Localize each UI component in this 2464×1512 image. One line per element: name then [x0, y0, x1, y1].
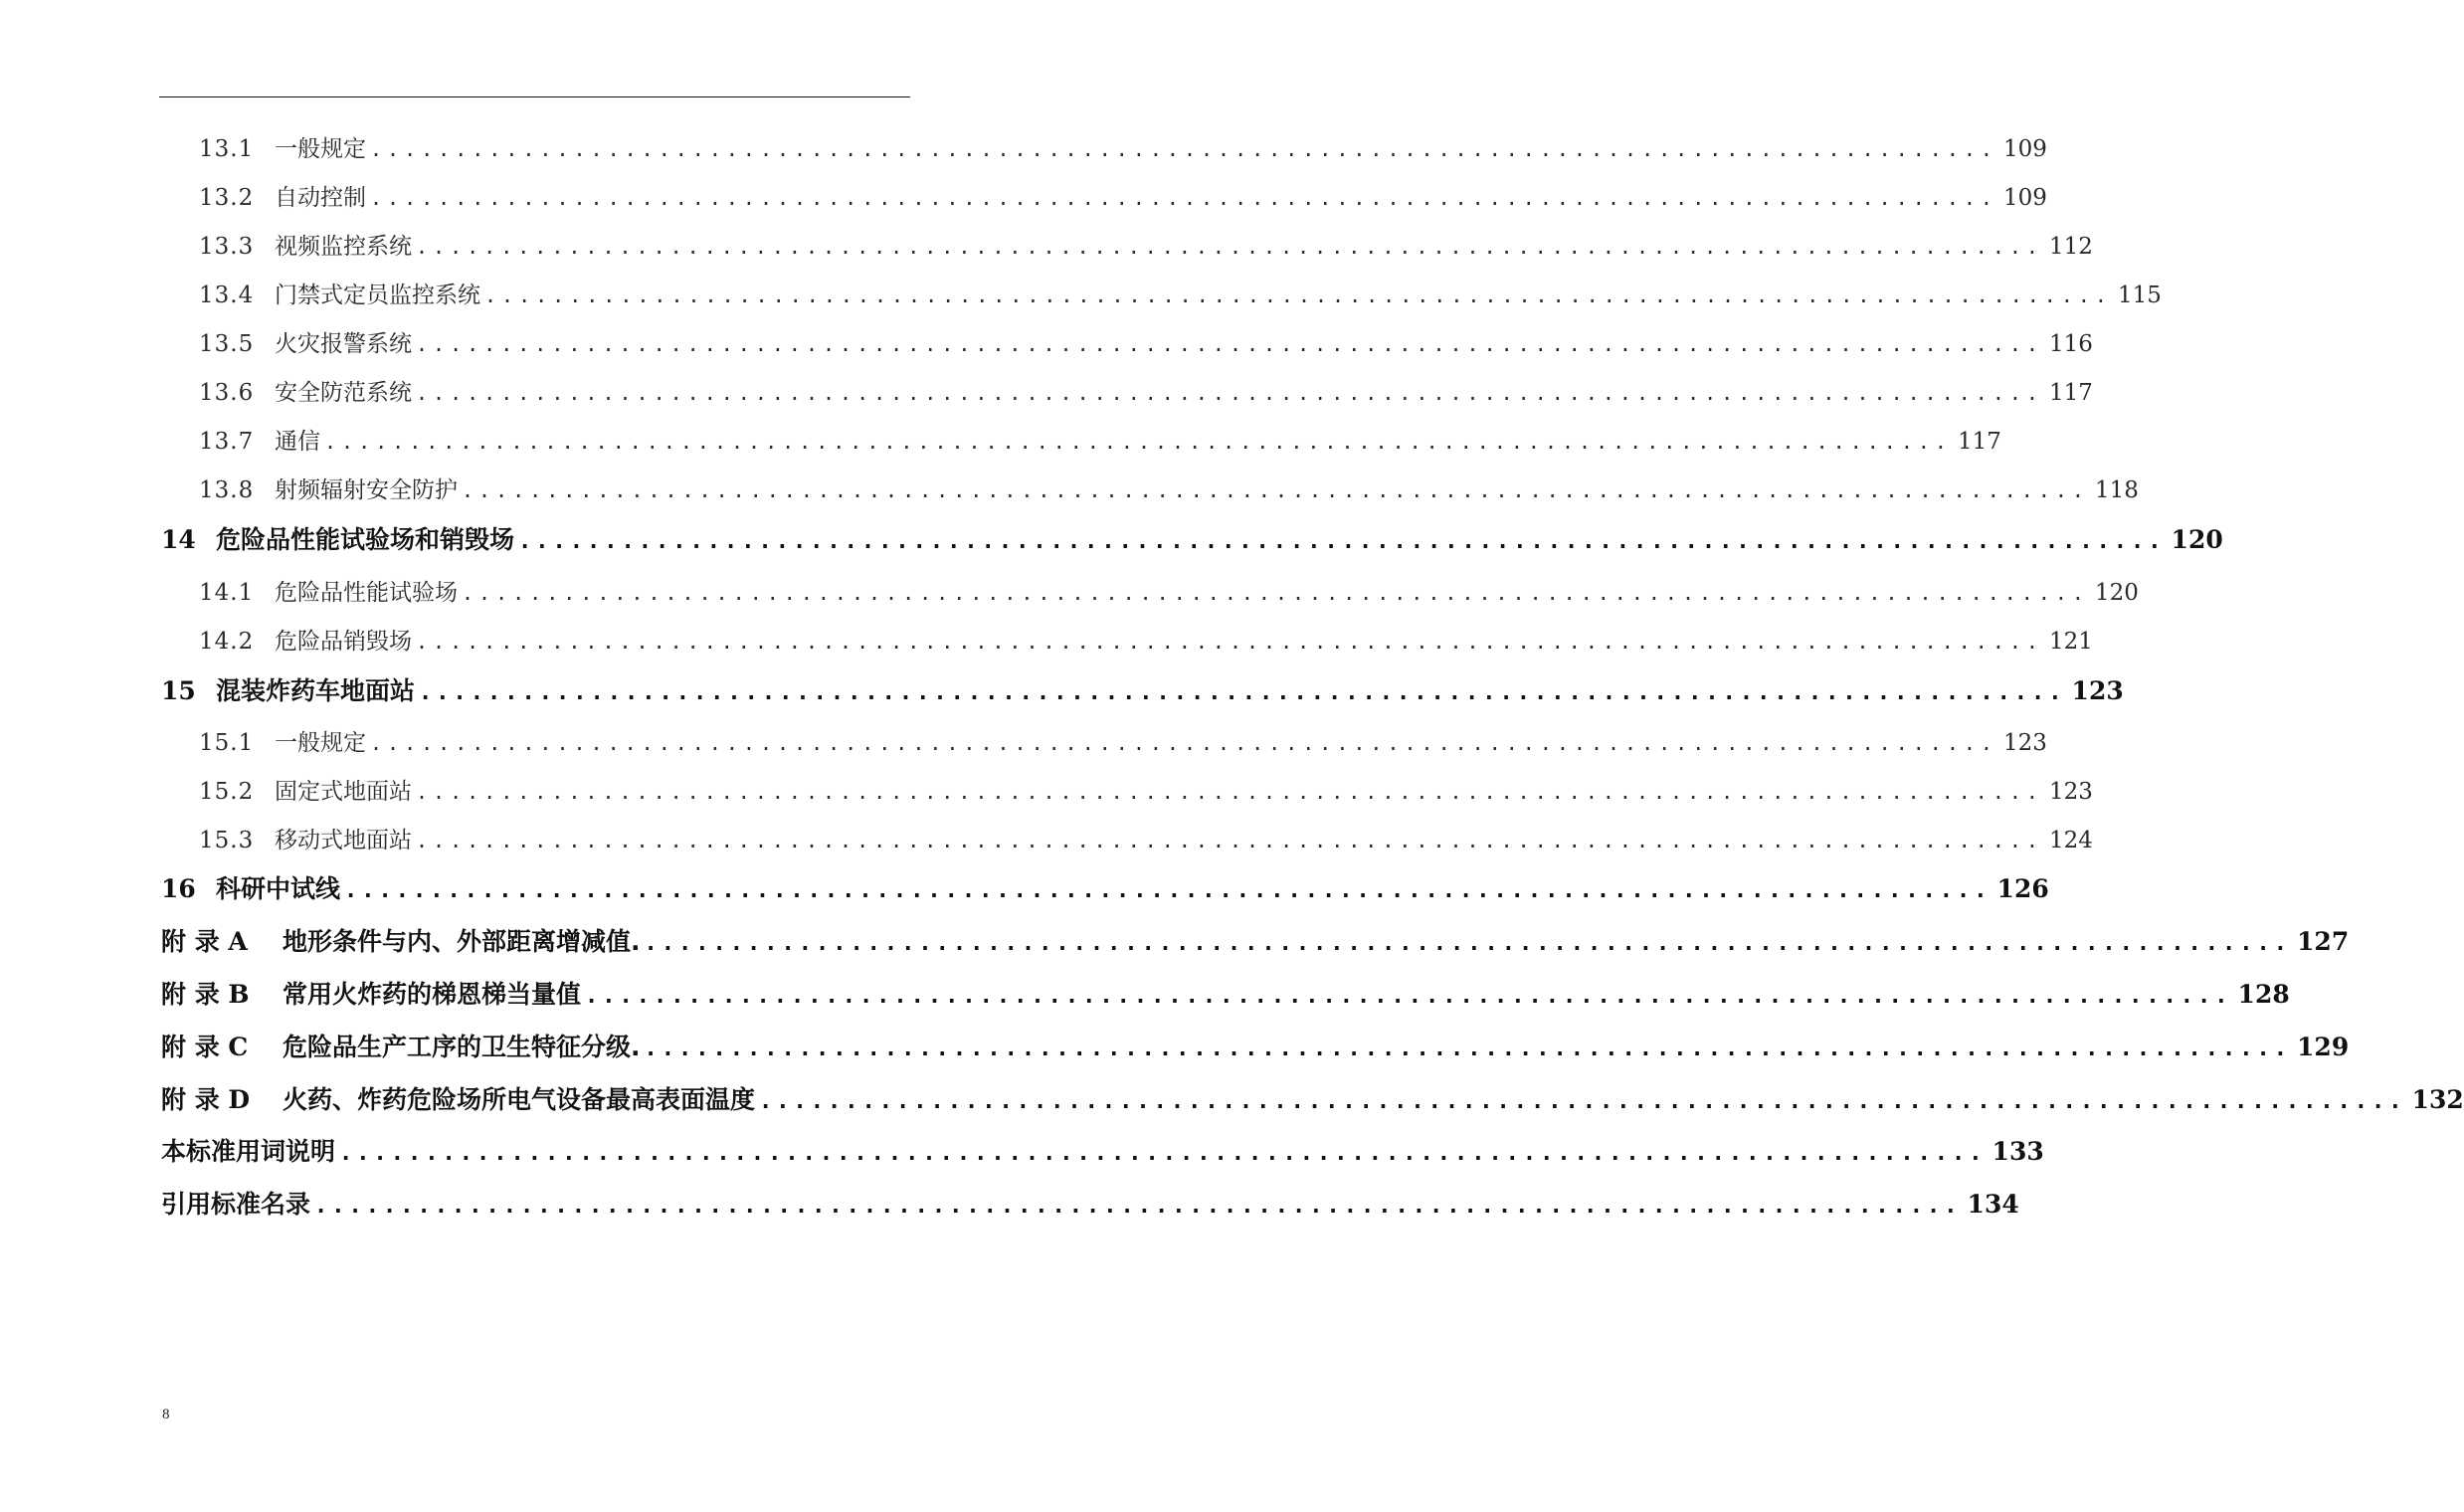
toc-entry-page: 120 — [2094, 580, 2139, 606]
toc-entry-page: 109 — [2002, 136, 2047, 162]
toc-dot-leader: ................................................................................................ — [370, 186, 1997, 210]
toc-entry[interactable] — [199, 724, 2047, 757]
toc-entry-page: 117 — [2048, 380, 2093, 406]
page-number: 8 — [162, 1407, 170, 1422]
toc-entry-number: 14 — [161, 525, 196, 554]
toc-dot-leader: ................................................................................................ — [416, 332, 2043, 356]
toc-entry-number: 15 — [161, 676, 196, 705]
toc-entry-title: 危险品销毁场 — [275, 629, 412, 655]
toc-entry-number: 13.7 — [199, 429, 255, 455]
toc-entry[interactable] — [161, 1080, 2464, 1116]
toc-entry-page: 123 — [2002, 730, 2047, 756]
toc-dot-leader: ................................................................................................ — [370, 731, 1997, 755]
toc-entry-page: 116 — [2048, 331, 2093, 357]
toc-entry-title: 常用火炸药的梯恩梯当量值 — [283, 980, 582, 1009]
toc-entry-title: 安全防范系统 — [275, 380, 412, 406]
toc-entry-title: 一般规定 — [275, 136, 366, 162]
toc-entry-number: 13.6 — [199, 380, 255, 406]
toc-entry-page: 123 — [2071, 676, 2124, 705]
toc-entry-title: 一般规定 — [275, 730, 366, 756]
toc-entry[interactable] — [161, 1185, 2019, 1221]
toc-entry[interactable] — [161, 975, 2290, 1011]
toc-dot-leader: ................................................................................................ — [462, 581, 2089, 605]
toc-entry-number: 15.1 — [199, 730, 255, 756]
toc-dot-leader: ................................................................................................ — [644, 931, 2292, 956]
toc-entry-number: 15.2 — [199, 779, 255, 805]
toc-entry-page: 128 — [2237, 980, 2290, 1009]
toc-entry-page: 123 — [2048, 779, 2093, 805]
toc-entry-number: 16 — [161, 874, 196, 903]
toc-entry[interactable] — [161, 671, 2124, 707]
toc-entry[interactable] — [161, 869, 2049, 905]
toc-entry[interactable] — [199, 472, 2139, 504]
toc-dot-leader: ................................................................................................ — [462, 478, 2089, 502]
toc-dot-leader: ................................................................................................ — [644, 1037, 2292, 1061]
toc-entry-page: 120 — [2171, 525, 2223, 554]
toc-entry-number: 14.1 — [199, 580, 255, 606]
toc-entry-number: 附 录 C — [161, 1033, 249, 1061]
toc-dot-leader: ................................................................................................ — [339, 1141, 1987, 1166]
toc-entry-page: 115 — [2117, 283, 2162, 308]
toc-entry[interactable] — [161, 922, 2350, 958]
toc-entry-page: 112 — [2048, 234, 2093, 260]
toc-entry-title: 移动式地面站 — [275, 828, 412, 853]
toc-entry-title: 射频辐射安全防护 — [275, 477, 458, 503]
toc-entry-number: 14.2 — [199, 629, 255, 655]
toc-entry-number: 13.3 — [199, 234, 255, 260]
toc-entry-number: 附 录 D — [161, 1085, 251, 1114]
toc-dot-leader: ................................................................................................ — [324, 430, 1952, 454]
toc-entry[interactable] — [199, 773, 2093, 806]
toc-dot-leader: ................................................................................................ — [759, 1089, 2406, 1114]
toc-entry-page: 134 — [1967, 1190, 2019, 1219]
toc-entry[interactable] — [161, 1028, 2350, 1063]
toc-entry-title: 危险品性能试验场 — [275, 580, 458, 606]
toc-dot-leader: ................................................................................................ — [416, 630, 2043, 654]
toc-entry-title: 火药、炸药危险场所电气设备最高表面温度 — [283, 1085, 756, 1114]
toc-dot-leader: ................................................................................................ — [344, 878, 1991, 903]
toc-entry[interactable] — [161, 1132, 2044, 1168]
toc-entry-title: 视频监控系统 — [275, 234, 412, 260]
toc-entry-page: 127 — [2297, 927, 2350, 956]
toc-entry-title: 固定式地面站 — [275, 779, 412, 805]
toc-entry-title: 混装炸药车地面站 — [216, 676, 416, 705]
toc-entry-title: 地形条件与内、外部距离增减值. — [283, 927, 641, 956]
toc-entry-title: 本标准用词说明 — [161, 1137, 336, 1166]
toc-entry-title: 火灾报警系统 — [275, 331, 412, 357]
toc-entry-page: 118 — [2094, 477, 2139, 503]
toc-entry[interactable] — [161, 520, 2223, 556]
toc-entry[interactable] — [199, 130, 2047, 163]
toc-entry-page: 117 — [1957, 429, 2001, 455]
toc-entry-title: 危险品性能试验场和销毁场 — [216, 525, 515, 554]
toc-entry-number: 附 录 B — [161, 980, 250, 1009]
toc-entry-number: 13.8 — [199, 477, 255, 503]
toc-entry-number: 附 录 A — [161, 927, 248, 956]
toc-entry-title: 通信 — [275, 429, 320, 455]
toc-entry[interactable] — [199, 325, 2093, 358]
toc-dot-leader: ................................................................................................ — [416, 235, 2043, 259]
toc-dot-leader: ................................................................................................ — [416, 780, 2043, 804]
toc-entry[interactable] — [199, 623, 2093, 656]
toc-entry[interactable] — [199, 277, 2162, 309]
toc-entry-page: 132 — [2411, 1085, 2464, 1114]
toc-dot-leader: ................................................................................................ — [585, 984, 2232, 1009]
toc-entry-page: 124 — [2048, 828, 2093, 853]
toc-entry[interactable] — [199, 574, 2139, 607]
toc-entry-number: 15.3 — [199, 828, 255, 853]
toc-entry-page: 126 — [1996, 874, 2049, 903]
toc-entry-title: 自动控制 — [275, 185, 366, 211]
toc-entry-number: 13.1 — [199, 136, 255, 162]
toc-entry-number: 13.2 — [199, 185, 255, 211]
toc-dot-leader: ................................................................................................ — [419, 680, 2066, 705]
toc-dot-leader: ................................................................................................ — [416, 381, 2043, 405]
toc-entry[interactable] — [199, 179, 2047, 212]
toc-entry-title: 门禁式定员监控系统 — [275, 283, 480, 308]
toc-entry[interactable] — [199, 822, 2093, 854]
toc-entry-title: 科研中试线 — [216, 874, 341, 903]
toc-dot-leader: ................................................................................................ — [314, 1194, 1962, 1219]
toc-entry-page: 129 — [2297, 1033, 2350, 1061]
toc-entry-number: 13.4 — [199, 283, 255, 308]
toc-entry[interactable] — [199, 228, 2093, 261]
toc-entry-title: 引用标准名录 — [161, 1190, 311, 1219]
toc-entry[interactable] — [199, 374, 2093, 407]
toc-dot-leader: ................................................................................................ — [484, 284, 2112, 307]
toc-dot-leader: ................................................................................................ — [416, 829, 2043, 852]
toc-entry-page: 121 — [2048, 629, 2093, 655]
toc-entry-number: 13.5 — [199, 331, 255, 357]
toc-entry-page: 133 — [1991, 1137, 2044, 1166]
toc-dot-leader: ................................................................................................ — [518, 529, 2166, 554]
toc-entry[interactable] — [199, 423, 2001, 456]
toc-entry-title: 危险品生产工序的卫生特征分级. — [283, 1033, 641, 1061]
toc-dot-leader: ................................................................................................ — [370, 137, 1997, 161]
toc-entry-page: 109 — [2002, 185, 2047, 211]
